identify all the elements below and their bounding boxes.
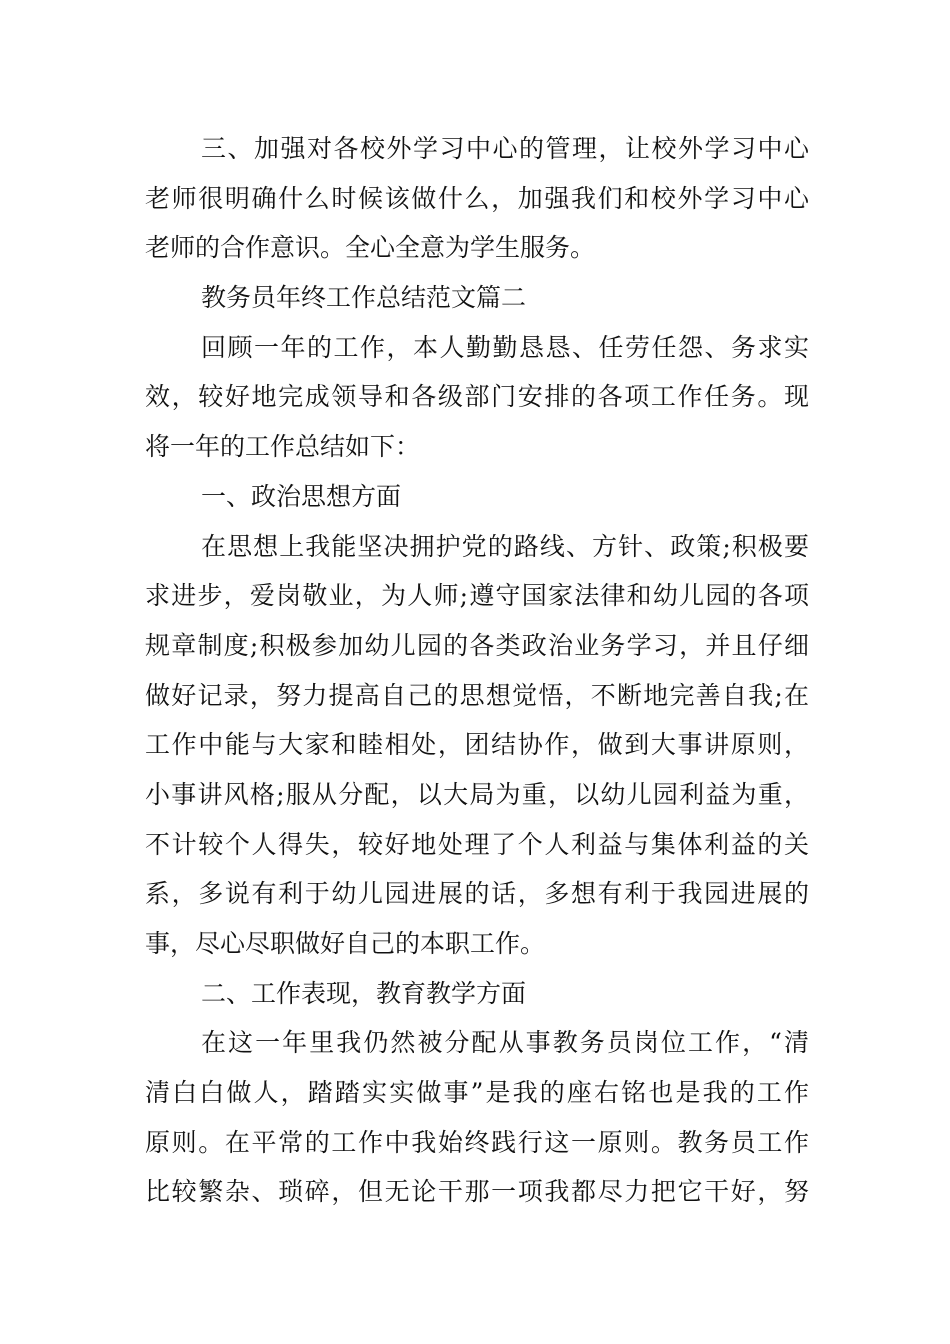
- paragraph-line: 老师很明确什么时候该做什么，加强我们和校外学习中心: [145, 183, 809, 213]
- paragraph-line: 在思想上我能坚决拥护党的路线、方针、政策;积极要: [201, 531, 809, 561]
- paragraph-line: 事，尽心尽职做好自己的本职工作。: [145, 929, 546, 958]
- paragraph-line: 三、加强对各校外学习中心的管理，让校外学习中心: [201, 134, 809, 163]
- section-heading: 教务员年终工作总结范文篇二: [201, 283, 527, 313]
- paragraph-line: 将一年的工作总结如下：: [145, 432, 421, 462]
- paragraph-line: 不计较个人得失，较好地处理了个人利益与集体利益的关: [145, 829, 809, 859]
- paragraph-line: 老师的合作意识。全心全意为学生服务。: [145, 233, 596, 263]
- paragraph-line: 回顾一年的工作，本人勤勤恳恳、任劳任怨、务求实: [201, 332, 809, 362]
- paragraph-line: 做好记录，努力提高自己的思想觉悟，不断地完善自我;在: [145, 680, 809, 710]
- paragraph-line: 小事讲风格;服从分配，以大局为重，以幼儿园利益为重，: [145, 779, 809, 809]
- paragraph-line: 在这一年里我仍然被分配从事教务员岗位工作，“清: [201, 1028, 809, 1058]
- document-body: [145, 124, 809, 1217]
- paragraph-line: 效，较好地完成领导和各级部门安排的各项工作任务。现: [145, 382, 809, 412]
- paragraph-line: 比较繁杂、琐碎，但无论干那一项我都尽力把它干好，努: [145, 1177, 809, 1207]
- paragraph-line: 清白白做人，踏踏实实做事”是我的座右铭也是我的工作: [145, 1078, 809, 1108]
- section-heading: 一、政治思想方面: [201, 481, 402, 511]
- paragraph-line: 原则。在平常的工作中我始终践行这一原则。教务员工作: [145, 1127, 809, 1157]
- paragraph-line: 系，多说有利于幼儿园进展的话，多想有利于我园进展的: [145, 879, 809, 909]
- paragraph-line: 工作中能与大家和睦相处，团结协作，做到大事讲原则，: [145, 730, 809, 760]
- section-heading: 二、工作表现，教育教学方面: [201, 978, 527, 1008]
- paragraph-line: 求进步，爱岗敬业，为人师;遵守国家法律和幼儿园的各项: [145, 581, 809, 611]
- paragraph-line: 规章制度;积极参加幼儿园的各类政治业务学习，并且仔细: [145, 630, 809, 660]
